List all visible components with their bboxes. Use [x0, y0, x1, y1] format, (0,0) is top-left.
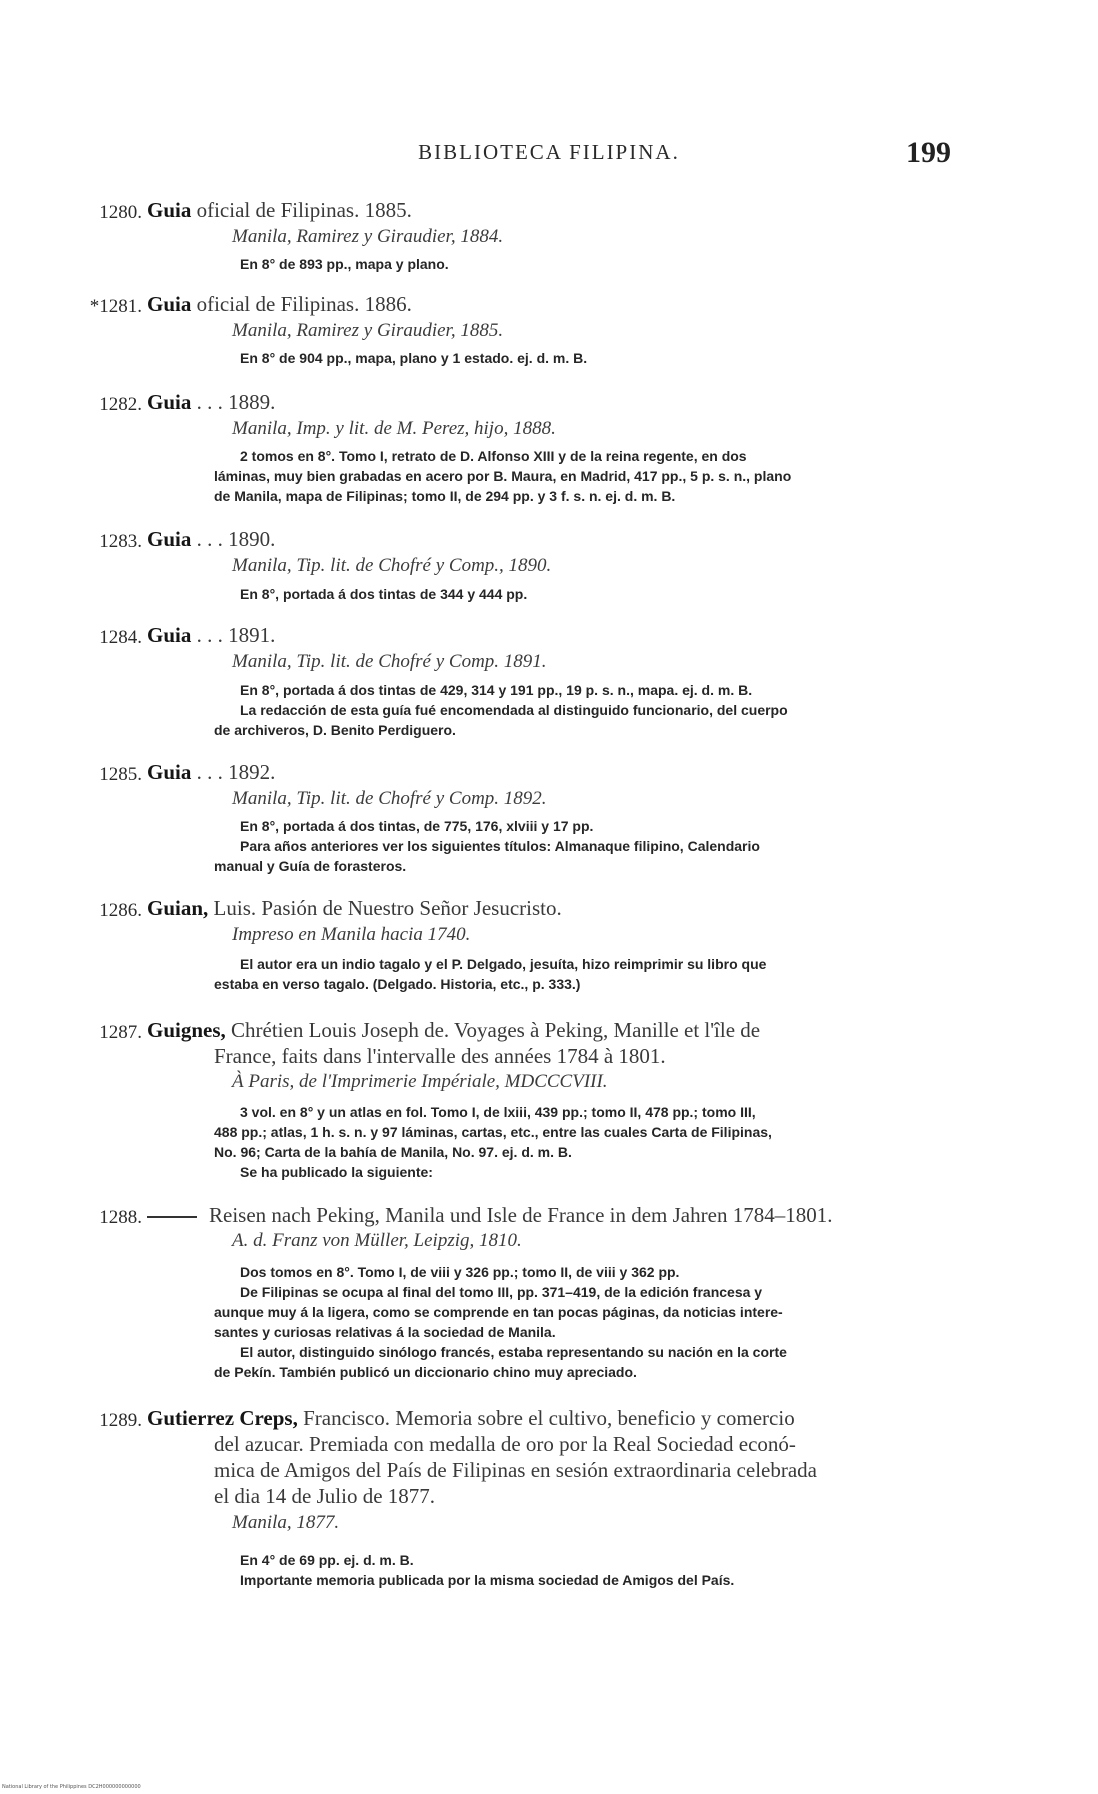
entry-name: Guia — [147, 623, 192, 647]
entry-imprint: Manila, Imp. y lit. de M. Perez, hijo, 1888. — [232, 418, 556, 439]
entry-imprint: Manila, Tip. lit. de Chofré y Comp., 1890. — [232, 555, 552, 576]
entry-title: . . . 1892. — [191, 760, 276, 784]
entry-heading-continued: France, faits dans l'intervalle des années 1784 à 1801. — [214, 1044, 666, 1068]
entry-number: *1281. — [89, 296, 142, 317]
entry-note: de Manila, mapa de Filipinas; tomo II, de 294 pp. y 3 f. s. n. ej. d. m. B. — [214, 488, 676, 504]
entry-imprint: Manila, Ramirez y Giraudier, 1884. — [232, 226, 504, 247]
entry-imprint: À Paris, de l'Imprimerie Impériale, MDCCCVIII. — [232, 1071, 608, 1092]
entry-heading — [147, 1018, 760, 1043]
entry-note: Para años anteriores ver los siguientes títulos: Almanaque filipino, Calendario — [240, 838, 760, 854]
entry-title: Luis. Pasión de Nuestro Señor Jesucristo. — [208, 896, 562, 920]
ditto-dash — [147, 1216, 197, 1218]
entry-number: 1283. — [99, 531, 142, 552]
entry-note: De Filipinas se ocupa al final del tomo III, pp. 371–419, de la edición francesa y — [240, 1284, 763, 1300]
running-head: BIBLIOTECA FILIPINA. — [418, 140, 680, 164]
entry-heading — [147, 1203, 832, 1228]
entry-note: 488 pp.; atlas, 1 h. s. n. y 97 láminas, cartas, etc., entre las cuales Carta de Filipinas, — [214, 1124, 772, 1140]
entry-note: de Pekín. También publicó un diccionario chino muy apreciado. — [214, 1364, 637, 1380]
entry-note: manual y Guía de forasteros. — [214, 858, 407, 874]
entry-heading — [147, 198, 412, 223]
entry-note: santes y curiosas relativas á la sociedad de Manila. — [214, 1324, 556, 1340]
entry-note: La redacción de esta guía fué encomendada al distinguido funcionario, del cuerpo — [240, 702, 788, 718]
scan-footer: National Library of the Philippines DC2H000000000000 — [2, 1784, 141, 1790]
entry-title: oficial de Filipinas. 1886. — [191, 292, 412, 316]
entry-heading — [147, 390, 275, 415]
entry-title: Francisco. Memoria sobre el cultivo, beneficio y comercio — [297, 1406, 795, 1430]
entry-note: aunque muy á la ligera, como se comprende en tan pocas páginas, da noticias intere- — [214, 1304, 783, 1320]
entry-number: 1287. — [99, 1022, 142, 1043]
entry-number: 1286. — [99, 900, 142, 921]
entry-heading-continued: el dia 14 de Julio de 1877. — [214, 1484, 436, 1508]
entry-imprint: Impreso en Manila hacia 1740. — [232, 924, 471, 945]
entry-note: 3 vol. en 8° y un atlas en fol. Tomo I, de lxiii, 439 pp.; tomo II, 478 pp.; tomo III, — [240, 1104, 756, 1120]
entry-name: Guia — [147, 527, 192, 551]
entry-number: 1289. — [99, 1410, 142, 1431]
entry-imprint: Manila, Tip. lit. de Chofré y Comp. 1892. — [232, 788, 547, 809]
entry-heading — [147, 1406, 795, 1431]
entry-name: Guia — [147, 198, 192, 222]
entry-heading-continued: mica de Amigos del País de Filipinas en sesión extraordinaria celebrada — [214, 1458, 817, 1482]
entry-title: . . . 1891. — [191, 623, 276, 647]
entry-note: Dos tomos en 8°. Tomo I, de viii y 326 pp.; tomo II, de viii y 362 pp. — [240, 1264, 680, 1280]
entry-name: Gutierrez Creps, — [147, 1406, 298, 1430]
entry-heading — [147, 896, 562, 921]
entry-note: láminas, muy bien grabadas en acero por B. Maura, en Madrid, 417 pp., 5 p. s. n., plano — [214, 468, 792, 484]
entry-number: 1280. — [99, 202, 142, 223]
entry-title: oficial de Filipinas. 1885. — [191, 198, 412, 222]
entry-title: Chrétien Louis Joseph de. Voyages à Peking, Manille et l'île de — [225, 1018, 761, 1042]
entry-heading — [147, 623, 275, 648]
entry-name: Guian, — [147, 896, 209, 920]
entry-note: El autor, distinguido sinólogo francés, estaba representando su nación en la corte — [240, 1344, 787, 1360]
entry-number: 1282. — [99, 394, 142, 415]
entry-heading — [147, 760, 275, 785]
entry-name: Guia — [147, 760, 192, 784]
entry-imprint: A. d. Franz von Müller, Leipzig, 1810. — [232, 1230, 522, 1251]
entry-name: Guia — [147, 390, 192, 414]
entry-name: Guia — [147, 292, 192, 316]
entry-note: En 8°, portada á dos tintas de 344 y 444 pp. — [240, 586, 528, 602]
entry-title: . . . 1889. — [191, 390, 276, 414]
entry-heading — [147, 527, 275, 552]
entry-note: En 8°, portada á dos tintas de 429, 314 y 191 pp., 19 p. s. n., mapa. ej. d. m. B. — [240, 682, 753, 698]
entry-title: Reisen nach Peking, Manila und Isle de France in dem Jahren 1784–1801. — [209, 1203, 833, 1227]
entry-note: de archiveros, D. Benito Perdiguero. — [214, 722, 456, 738]
page-number: 199 — [906, 136, 951, 169]
entry-note: 2 tomos en 8°. Tomo I, retrato de D. Alfonso XIII y de la reina regente, en dos — [240, 448, 747, 464]
entry-note: estaba en verso tagalo. (Delgado. Historia, etc., p. 333.) — [214, 976, 581, 992]
entry-note: Importante memoria publicada por la misma sociedad de Amigos del País. — [240, 1572, 735, 1588]
entry-imprint: Manila, 1877. — [232, 1512, 340, 1533]
entry-title: . . . 1890. — [191, 527, 276, 551]
entry-note: En 8° de 893 pp., mapa y plano. — [240, 256, 449, 272]
entry-imprint: Manila, Ramirez y Giraudier, 1885. — [232, 320, 504, 341]
entry-note: En 4° de 69 pp. ej. d. m. B. — [240, 1552, 414, 1568]
entry-number: 1288. — [99, 1207, 142, 1228]
entry-number: 1284. — [99, 627, 142, 648]
entry-note: No. 96; Carta de la bahía de Manila, No. 97. ej. d. m. B. — [214, 1144, 572, 1160]
entry-note: En 8° de 904 pp., mapa, plano y 1 estado. ej. d. m. B. — [240, 350, 588, 366]
entry-number: 1285. — [99, 764, 142, 785]
entry-note: Se ha publicado la siguiente: — [240, 1164, 433, 1180]
entry-heading — [147, 292, 412, 317]
entry-note: El autor era un indio tagalo y el P. Delgado, jesuíta, hizo reimprimir su libro que — [240, 956, 767, 972]
entry-name: Guignes, — [147, 1018, 226, 1042]
entry-note: En 8°, portada á dos tintas, de 775, 176, xlviii y 17 pp. — [240, 818, 594, 834]
entry-imprint: Manila, Tip. lit. de Chofré y Comp. 1891. — [232, 651, 547, 672]
entry-heading-continued: del azucar. Premiada con medalla de oro por la Real Sociedad econó- — [214, 1432, 796, 1456]
